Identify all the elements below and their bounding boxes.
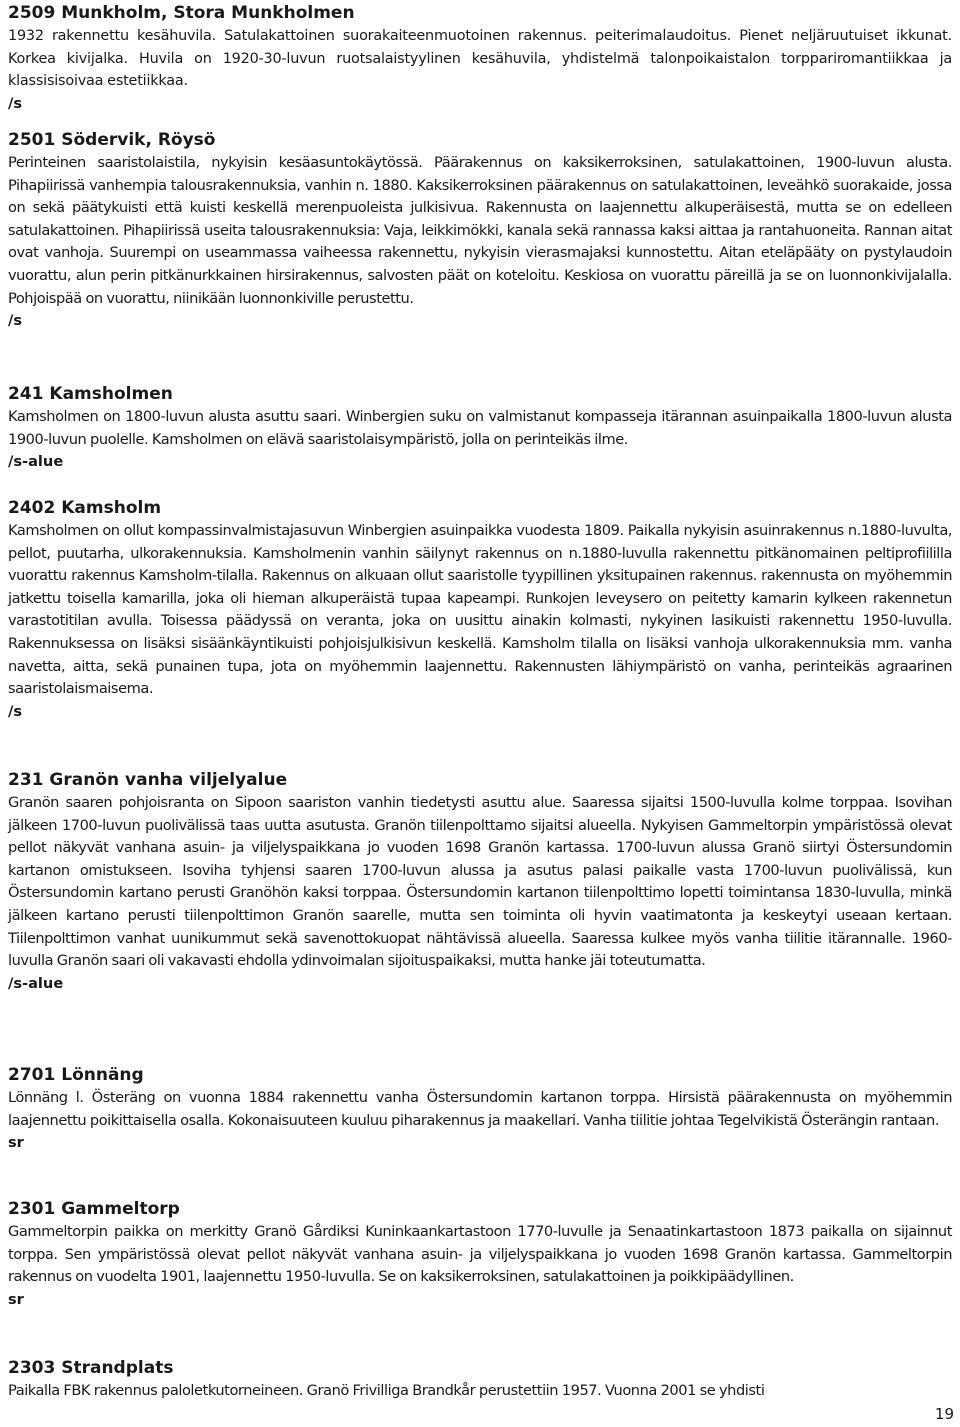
entry-2303-strandplats xyxy=(8,1356,952,1403)
entry-title: 231 Granön vanha viljelyalue xyxy=(8,770,288,790)
entry-title: 241 Kamsholmen xyxy=(8,384,173,404)
entry-body: Granön saaren pohjoisranta on Sipoon saariston vanhin tiedetysti asuttu alue. Saaressa sijaitsi 1500-luvulla kolme torppaa. Isovihan jälkeen 1700-luvun puolivälissä taas uutta asutusta. Granön tiilenpolttamo sijaitsi alueella. Nykyisen Gammeltorpin ympäristössä olevat pellot näkyvät vanhana asuin- ja viljelyspaikkana jo vuoden 1698 Granön kartassa. 1700-luvun alussa Granö siirtyi Östersundomin kartanon omistukseen. Isoviha tyhjensi saaren 1700-luvun alussa ja asutus palasi paikalle vasta 1700-luvun puolivälissä, kun Östersundomin kartano perusti Granöhön kaksi torppaa. Östersundomin kartanon tiilenpolttimo lopetti toimintansa 1830-luvulla, minkä jälkeen kartano perusti tiilenpolttimon Granön saarelle, mutta sen toiminta oli hyvin vaatimatonta ja keskeytyi useaan kertaan. Tiilenpolttimon vanhat uunikummut sekä savenottokuopat nähtävissä alueella. Saaressa kulkee myös vanha tiilitie itärannalle. 1960-luvulla Granön saari oli vakavasti ehdolla ydinvoimalan sijoituspaikaksi, mutta hanke jäi toteutumatta. xyxy=(8,794,952,970)
entry-title: 2701 Lönnäng xyxy=(8,1065,144,1085)
entry-2701-lonnang xyxy=(8,1063,952,1154)
entry-title: 2509 Munkholm, Stora Munkholmen xyxy=(8,3,355,23)
entry-title: 2301 Gammeltorp xyxy=(8,1199,180,1219)
entry-body: Paikalla FBK rakennus paloletkutorneineen. Granö Frivilliga Brandkår perustettiin 1957. Vuonna 2001 se yhdisti xyxy=(8,1382,765,1399)
entry-body: Gammeltorpin paikka on merkitty Granö Gårdiksi Kuninkaankartastoon 1770-luvulle ja Senaatinkartastoon 1873 paikalla on sijainnut torppa. Sen ympäristössä olevat pellot näkyvät vanhana asuin- ja viljelyspaikkana jo vuoden 1698 Granön kartassa. Gammeltorpin rakennus on vuodelta 1901, laajennettu 1950-luvulla. Se on kaksikerroksinen, satulakattoinen ja poikkipäädyllinen. xyxy=(8,1223,952,1286)
entry-body: Lönnäng l. Österäng on vuonna 1884 rakennettu vanha Östersundomin kartanon torppa. Hirsistä päärakennusta on myöhemmin laajennettu poikittaisella osalla. Kokonaisuuteen kuuluu piharakennus ja maakellari. Vanha tiilitie johtaa Tegelvikistä Österängin rantaan. xyxy=(8,1089,952,1129)
entry-body: Kamsholmen on ollut kompassinvalmistajasuvun Winbergien asuinpaikka vuodesta 1809. Paikalla nykyisin asuinrakennus n.1880-luvulta, pellot, puutarha, ulkorakennuksia. Kamsholmenin vanhin säilynyt rakennus on n.1880-luvulla rakennettu pitkänomainen peltiprofiililla vuorattu rakennus Kamsholm-tilalla. Rakennus on alkuaan ollut saaristolle tyypillinen yksitupainen rakennus. rakennusta on myöhemmin jatkettu toisella kamarilla, joka oli hieman alkuperäistä tupaa kapeampi. Runkojen leveysero on peitetty kamarin kylkeen rakennetun varastotitilan avulla. Toisessa päädyssä on veranta, joka on uusittu ainakin kolmasti, nykyinen lasikuisti rakennettu 1950-luvulla. Rakennuksessa on lisäksi sisäänkäyntikuisti pohjoisjulkisivun keskellä. Kamsholm tilalla on lisäksi vanhoja ulkorakennuksia mm. vanha navetta, aitta, sekä punainen tupa, jota on myöhemmin laajennettu. Rakennusten lähiympäristö on vanha, perinteikäs agraarinen saaristolaismaisema. xyxy=(8,522,952,698)
entry-body: Kamsholmen on 1800-luvun alusta asuttu saari. Winbergien suku on valmistanut kompasseja itärannan asuinpaikalla 1800-luvun alusta 1900-luvun puolelle. Kamsholmen on elävä saaristolaisympäristö, jolla on perinteikäs ilme. xyxy=(8,408,952,448)
entry-tag: /s-alue xyxy=(8,453,64,471)
entry-title: 2501 Södervik, Röysö xyxy=(8,130,216,150)
entry-231-granon-viljelyalue xyxy=(8,768,952,995)
entry-tag: /s xyxy=(8,312,23,330)
entry-tag: sr xyxy=(8,1290,24,1308)
entry-2402-kamsholm xyxy=(8,496,952,723)
entry-tag: /s xyxy=(8,702,23,720)
entry-2509-munkholm xyxy=(8,1,952,115)
entry-body: 1932 rakennettu kesähuvila. Satulakattoinen suorakaiteenmuotoinen rakennus. peiterimalaudoitus. Pienet neljäruutuiset ikkunat. Korkea kivijalka. Huvila on 1920-30-luvun ruotsalaistyylinen kesähuvila, yhdistelmä talonpoikaistalon torppariromantiikkaa ja klassisisoivaa estetiikkaa. xyxy=(8,28,952,90)
page-number: 19 xyxy=(934,1405,954,1423)
entry-title: 2303 Strandplats xyxy=(8,1358,174,1378)
entry-2501-sodervik xyxy=(8,128,952,332)
entry-tag: sr xyxy=(8,1134,24,1152)
entry-title: 2402 Kamsholm xyxy=(8,498,162,518)
entry-2301-gammeltorp xyxy=(8,1197,952,1311)
entry-body: Perinteinen saaristolaistila, nykyisin kesäasuntokäytössä. Päärakennus on kaksikerroksinen, satulakattoinen, 1900-luvun alusta. Pihapiirissä vanhempia talousrakennuksia, vanhin n. 1880. Kaksikerroksinen päärakennus on satulakattoinen, leveähkö suorakaide, jossa on sekä päätykuisti että kuisti keskellä merenpuoleista julkisivua. Rakennusta on laajennettu alkuperäisestä, mutta se on edelleen satulakattoinen. Pihapiirissä useita talousrakennuksia: Vaja, leikkimökki, kanala sekä rannassa kaksi aittaa ja rantahuoneita. Rannan aitat ovat vanhoja. Suurempi on useammassa vaiheessa rakennettu, nykyisin vierasmajaksi kunnostettu. Aitan eteläpääty on pystylaudoin vuorattu, alun perin pitkänurkkainen hirsirakennus, salvosten päät on koteloitu. Keskiosa on vuorattu päreillä ja se on luonnonkivijalalla. Pohjoispää on vuorattu, niinikään luonnonkiville perustettu. xyxy=(8,154,952,307)
entry-tag: /s xyxy=(8,94,23,112)
entry-tag: /s-alue xyxy=(8,974,64,992)
entry-241-kamsholmen xyxy=(8,382,952,473)
